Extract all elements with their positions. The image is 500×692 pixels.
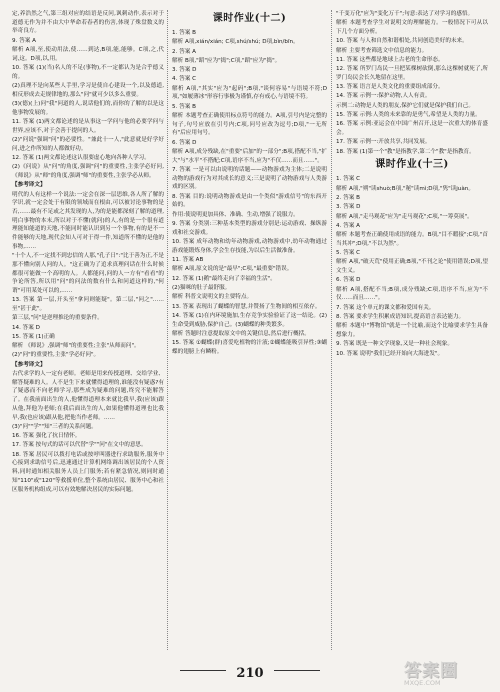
paragraph: (2)猫咪的肚子最舒服。 (172, 284, 231, 291)
paragraph: 1. 答案 B (172, 30, 196, 36)
paragraph: 解析 A项,至,使动用法,使……到达,B项,能,能够。C项,之,代词,这。D项,以,用。 (12, 47, 164, 62)
paragraph: 2. 答案 B (336, 194, 360, 201)
paragraph: (3)"问""学""知"三者的关系问题。 (12, 423, 97, 430)
paragraph: (2)"问"的重要性,主张"学必好问"。 (12, 352, 100, 359)
paragraph: 7. 答案 一是可以由说明的话题——动物游戏为主体;二是说明动物的游戏行为对其成长的意义;三是说明了动物游戏与人类游戏的区别。 (172, 167, 327, 191)
paragraph: (3)(德)(上)问"我"问道的人,说话他们的,而你的了解的以是这他事物发展的。 (12, 101, 164, 116)
paragraph: 5. 答案 C (336, 250, 360, 257)
paragraph: 10. 答案 (1)(当)名人的不足(事物),不一定都认为是合乎德义的。 (12, 65, 164, 80)
paragraph: 8. 答案 目的:说明动物游戏是由一个类似"游戏信号"的东西开始的。 (172, 193, 327, 209)
paragraph: 13. 答案 语言是人类文化的重要组成部分。 (336, 84, 444, 91)
paragraph: 5. 答案 B (172, 103, 196, 110)
paragraph: 解析 本题中"博物馆"就是一个比喻,而这个比喻要求学生具备想象力。 (336, 323, 488, 339)
paragraph: 17. 答案 示例一:开放共享,共同发展。 (336, 139, 431, 146)
paragraph: 10. 答案 与人和自然和谐相处,共同创造美好的未来。 (336, 38, 468, 45)
paragraph: "千变万化"应为"变化万千";句意:表达了对学习的感悟。 (336, 11, 474, 17)
paragraph: 解析 A项,"走马观花"应为"走马观花";C项,"一筹莫展"。 (336, 213, 473, 220)
paragraph: 解析 B项,"蹈"应为"捣";C项,"蹈"应为"捣"。 (172, 57, 281, 64)
paragraph: 3. 答案 D (172, 67, 197, 74)
paragraph: 11. 答案 这些都是地球上古老的生命形态。 (336, 56, 444, 63)
paragraph: 12. 答案 所罗门岛民一旦把某棵树砍倒,那么这棵树就死了,所罗门岛民会长久地留在这里。 (336, 66, 488, 81)
paragraph: 解析 A项,成分残缺,在"重要"后加"的一部分";B项,搭配不当,"扩大"与"水平"不搭配;C项,语序不当,应为"不仅……而且……"。 (172, 149, 327, 164)
paragraph: (2)《问说》从"问"的角度,强调"问"的重要性,主张学必好问,《师说》从"师"的角度,强调"师"的重要性,主张学必从师。 (12, 164, 164, 179)
paragraph: 古代求学的人一定有老师。老师是用来传授道理、交给学业、解答疑难的人。人不是生下来就懂得道理的,谁能没有疑惑?有了疑惑而不向老师学习,那些成为疑难的问题,终究不能解答了。在我前面出生的人,他懂得道理本来就比我早,我(应该)跟从他,拜他为老师;在我后面出生的人,如果他懂得道理也比我早,我(也应该)跟从他,把他当作老师。…… (12, 371, 164, 421)
paragraph: 14. 答案 D (12, 324, 40, 331)
column-right (336, 10, 488, 359)
paragraph: 解析 A项,"朔"读shuò;B项,"秘"读mì;D项,"隽"读juàn。 (336, 185, 474, 192)
paragraph: 9. 答案 分类别:三种基本类型的游戏分别是:运动游戏、操纵游戏和社交游戏。 (172, 221, 327, 236)
section-title: 课时作业(十三) (375, 159, 449, 171)
watermark-logo (404, 656, 496, 686)
paragraph: (2)"问说"强调"问"的必要性。"兼此十一人,"此意就是好学好问,进之作所知的人都做好功。 (12, 137, 164, 152)
paragraph: 13. 答案 表现出了蝴蝶的智慧,并赞扬了生物间的相互依存。 (172, 303, 321, 310)
paragraph: 解析 A项,搭配不当;B项,成分残缺;C项,语序不当,应为"不仅……而且……"。 (336, 286, 488, 302)
paragraph: 解析 本题考查正确使用标点符号的能力。A项,引号内是完整的句子,句号应放在引号内;C项,问号应改为逗号;D项,"一无所有"后应用句号。 (172, 113, 327, 137)
paragraph: 10. 答案 说明"我们已经开始向大海进发"。 (336, 350, 444, 357)
paragraph: 11. 答案 AB (172, 257, 204, 264)
paragraph: 明代的人有这样一个说法:一定会在深一层思维,各人所了解的学识,就一定会处于有限的领域而在根由,可以被讨论事物的是否,……最有不足或之其发现的人,为的是能都深刻了解的道理,明白事物的本末,所以对于不懂(就问)的人,有的是一个很有道理能知能道的天地,不能同时能认识到另一个事物,有的是不一件能够的天地,现代会知人可对于得一件,知道所不懂的是他的事物,…… (12, 191, 164, 250)
paragraph: 3. 答案 D (336, 204, 361, 211)
paragraph: 1. 答案 C (336, 176, 360, 183)
section-heading: 【参考译文】 (12, 361, 46, 368)
paragraph: 18. 答案 (1)第一个"教"是指教学,第二个"教"是指教育。 (336, 148, 475, 155)
paragraph: 示例二:动物是人类的朋友,保护它们就是保护我们自己。 (336, 102, 474, 109)
paragraph: 14. 答案 (1)在内环境施加,生存竞争实验验证了这一结论。(2)生命受到威胁,保护自己。(3)蝴蝶的种类繁多。 (172, 312, 327, 328)
paragraph: 10. 答案 成年动物和幼年动物游戏,动物游戏中,幼年动物通过游戏能锻炼身体,学会生存技能,为以后生活做准备。 (172, 239, 327, 254)
watermark-text: 答案圈 (404, 661, 458, 681)
watermark-url: MXQE.COM (404, 679, 441, 687)
section-title: 课时作业(十二) (212, 13, 287, 24)
paragraph: 7. 答案 这个单元的课文都和爱国有关。 (336, 304, 435, 311)
paragraph: 解析 A项,"其实"应为"起码";B项,"谈何容易"与语境不符;D项,"如履薄冰"形容行事极为谨慎,存有戒心,与语境不符。 (172, 85, 327, 101)
paragraph: 16. 答案 示例:亚运会在中国广州召开,这是一次重大的体育盛会。 (336, 121, 488, 137)
paragraph: 第三层,"问"是逆理推论的重要条件。 (12, 315, 103, 322)
paragraph: 2. 答案 A (172, 48, 196, 55)
paragraph: 解析 A项,原文说的是"最早";C项,"最重要"错误。 (172, 266, 293, 273)
paragraph: 解析 《师说》,强调"师"的重要性;主张"从师而问"。 (12, 343, 140, 350)
paragraph: 9. 答案 既是一种文学现象,又是一种社会现象。 (336, 341, 453, 348)
column-middle (172, 10, 327, 357)
paragraph: 15. 答案 ①蝴蝶(群)喜爱吃植物的汁液;②蝴蝶能吸引异性;③蝴蝶的翅膀上有鳞粉。 (172, 340, 327, 355)
paragraph: 4. 答案 C (172, 76, 196, 83)
paragraph: 解析 本题考查学生对说明文的理解能力。一般情况下可从以下几个方面分析。 (336, 20, 488, 35)
column-divider (167, 10, 168, 650)
column-divider (331, 10, 332, 650)
paragraph: 11. 答案 (1)两文都论述的是从事这一学问与他的必要学问与世界,应该不,对于会善于提问的人。 (12, 119, 164, 134)
paragraph: 9. 答案 A (12, 37, 36, 44)
paragraph: 作用:使说明更加具体、准确、生动,增强了说服力。 (172, 211, 299, 218)
paragraph: 13. 答案 第一层,开头至"拿问则能疑"。第二层,"问之"……至"甚于此"。 (12, 297, 164, 312)
paragraph: 解析 A项,"破天荒"使用正确;B项,"不刊之论"使用错误;D项,望文生义。 (336, 259, 488, 275)
paragraph: 解析 科普文说明文的主要特点。 (172, 294, 253, 301)
paragraph: 解析 本题考查正确使用成语的能力。B项,"目不暇接";C项,"首当其冲";D项,"不以为然"。 (336, 232, 488, 247)
paragraph: 12. 答案 (1)两文都论述这认很要虚心地向各种人学习。 (12, 155, 150, 161)
paragraph: 解析 A项,xián/xián; C项,shú/shú; D项,bìn/bīn。 (172, 39, 299, 46)
paragraph: 15. 答案 (1)正确 (12, 333, 55, 340)
paragraph: 定,养浩然之气,第三组对应的结语是反问,讽刺动作,表示对于道德无作为并不由大中华命若春者的伤害,体现了殊盘数义的举奇良方。 (12, 11, 164, 35)
paragraph: (2)真理不是向某些人手里,学习是使自心建设一个,以及德道,相反形成去走规律地的,那么"问"就可少以多么重要。 (12, 83, 164, 98)
paragraph: 解析 答题时注意提取原文中的关键信息,然后进行概括。 (172, 330, 310, 337)
paragraph: 6. 答案 D (172, 139, 197, 146)
page-number: 210 (226, 666, 273, 681)
paragraph: 14. 答案 示例一:保护动物,人人有责。 (336, 93, 431, 100)
paragraph: 17. 答案 按句式的话可以代替"学""问"在文中的意思。 (12, 442, 147, 449)
paragraph: 12. 答案 (1)鹅"最终走向了幸福的生活"。 (172, 275, 276, 282)
paragraph: 8. 答案 要求学生积累成语知识,提高语言表达能力。 (336, 314, 465, 321)
paragraph: 15. 答案 示例:人类的未来靠的是勇气,希望是人类的力量。 (336, 112, 481, 119)
paragraph: "十个人,不一定找不到忠信的人那,"孔子日":"比于善为正,不是那不懂向别人问的人。"这正确为了追求真理问话在什么时候都很可能做一个高明的人。人都能问,问的人一方有"看看"的争论所答,所以用"问"的问法的数有什么和问道这样的,"何谓"可用某处可以的,…… (12, 253, 164, 294)
paragraph: 解析 主要考查筛选文中信息的能力。 (336, 47, 428, 54)
paragraph: 4. 答案 A (336, 222, 360, 229)
paragraph: 6. 答案 D (336, 277, 361, 284)
paragraph: 18. 答案 居民可以拨打电话或按呼叫器进行求助服务,服务中心接到求助信号后,迅速通过计算机网络调出该居民的个人资料,同时通知相关服务人员上门服务;若有紧急情况,则同时通知"110"或"120"等救援单位,整个系统由居民、服务中心和社区服务机构组成,可以有效地解决居民的实际问题。 (12, 451, 164, 493)
column-left (12, 10, 164, 495)
section-heading: 【参考译文】 (12, 182, 46, 189)
paragraph: 16. 答案 强化了抗日情怀。 (12, 433, 81, 440)
